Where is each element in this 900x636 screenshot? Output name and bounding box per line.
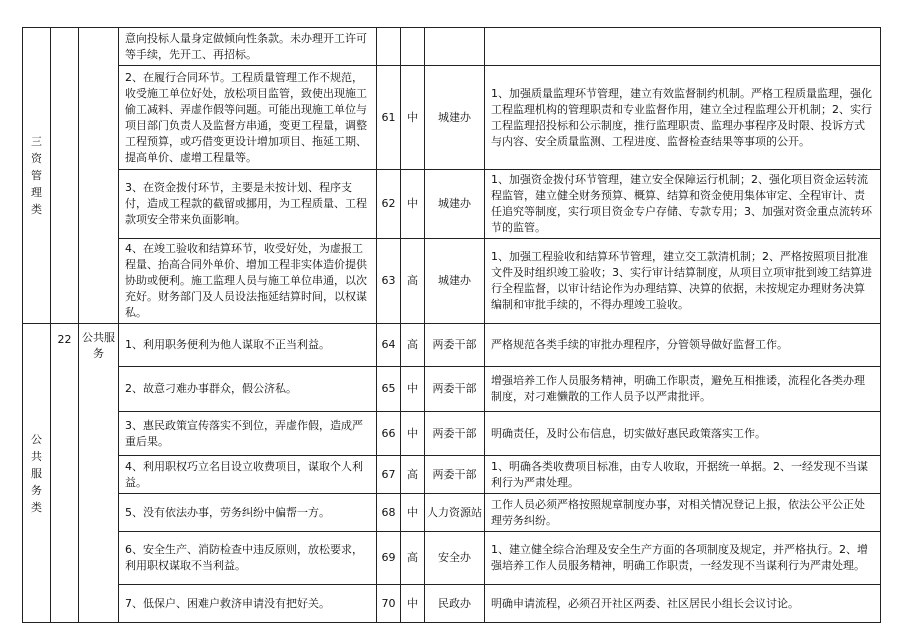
measure-cell: 工作人员必须严格按照规章制度办事，对相关情况登记上报，依法公平公正处理劳务纠纷。 (485, 494, 881, 532)
measure-cell: 增强培养工作人员服务精神，明确工作职责，避免互相推诿，流程化各类办理制度，对刁难懒散的工作人员予以严肃批评。 (485, 367, 881, 412)
number-cell: 68 (377, 494, 401, 532)
risk-level-cell: 中 (401, 66, 425, 170)
table-row (23, 239, 881, 324)
group-name-cell: 公共服务 (79, 324, 119, 623)
department-cell: 两委干部 (425, 367, 485, 412)
department-cell: 两委干部 (425, 412, 485, 456)
risk-point-cell: 3、在资金拨付环节，主要是未按计划、程序支付，造成工程款的截留或挪用，为工程质量、工程款项安全带来负面影响。 (119, 170, 377, 239)
measure-cell: 1、建立健全综合治理及安全生产方面的各项制度及规定，并严格执行。2、增强培养工作人员服务精神，明确工作职责，一经发现不当谋利行为严肃处理。 (485, 532, 881, 585)
risk-point-cell: 7、低保户、困难户救济申请没有把好关。 (119, 585, 377, 623)
number-cell (377, 28, 401, 66)
table-row (23, 324, 881, 367)
department-cell: 安全办 (425, 532, 485, 585)
risk-point-cell: 2、在履行合同环节。工程质量管理工作不规范，收受施工单位好处，放松项目监管，致使出现施工偷工减料、弄虚作假等问题。可能出现施工单位与项目部门负责人及监督方串通，变更工程量，调整工程预算，或巧借变更设计增加项目、拖延工期、提高单价、虚增工程量等。 (119, 66, 377, 170)
table-row (23, 494, 881, 532)
risk-level-cell: 高 (401, 456, 425, 494)
table-row (23, 412, 881, 456)
department-cell: 人力资源站 (425, 494, 485, 532)
risk-point-cell: 6、安全生产、消防检查中违反原则，放松要求，利用职权谋取不当利益。 (119, 532, 377, 585)
department-cell: 城建办 (425, 170, 485, 239)
risk-level-cell: 高 (401, 532, 425, 585)
department-cell: 两委干部 (425, 324, 485, 367)
risk-point-cell: 2、故意刁难办事群众，假公济私。 (119, 367, 377, 412)
measure-cell: 1、加强资金拨付环节管理，建立安全保障运行机制；2、强化项目资金运转流程监管，建立健全财务预算、概算、结算和资金使用集体审定、全程审计、责任追究等制度，实行项目资金专户存储、专款专用；3、加强对资金重点流转环节的监管。 (485, 170, 881, 239)
number-cell: 64 (377, 324, 401, 367)
table-row (23, 456, 881, 494)
number-cell: 65 (377, 367, 401, 412)
group-number-cell: 22 (51, 324, 79, 623)
number-cell: 67 (377, 456, 401, 494)
risk-point-cell: 1、利用职务便利为他人谋取不正当利益。 (119, 324, 377, 367)
risk-point-cell: 4、利用职权巧立名目设立收费项目，谋取个人利益。 (119, 456, 377, 494)
number-cell: 63 (377, 239, 401, 324)
number-cell: 66 (377, 412, 401, 456)
number-cell: 61 (377, 66, 401, 170)
risk-level-cell: 中 (401, 494, 425, 532)
department-cell: 城建办 (425, 66, 485, 170)
department-cell: 民政办 (425, 585, 485, 623)
table-row (23, 66, 881, 170)
risk-level-cell: 中 (401, 585, 425, 623)
number-cell: 69 (377, 532, 401, 585)
section-label-sanzi: 三资管理类 (23, 28, 51, 324)
risk-level-cell: 中 (401, 367, 425, 412)
department-cell (425, 28, 485, 66)
measure-cell: 明确责任，及时公布信息，切实做好惠民政策落实工作。 (485, 412, 881, 456)
department-cell: 城建办 (425, 239, 485, 324)
empty-cell (51, 28, 79, 324)
table-row (23, 28, 881, 66)
risk-table (22, 27, 881, 623)
table-row (23, 170, 881, 239)
risk-point-cell: 意向投标人量身定做倾向性条款。未办理开工许可等手续，先开工、再招标。 (119, 28, 377, 66)
table-row (23, 532, 881, 585)
measure-cell: 严格规范各类手续的审批办理程序，分管领导做好监督工作。 (485, 324, 881, 367)
empty-cell (79, 28, 119, 324)
risk-point-cell: 4、在竣工验收和结算环节，收受好处，为虚报工程量、抬高合同外单价、增加工程非实体造价提供协助或便利。施工监理人员与施工单位串通，以次充好。财务部门及人员设法拖延结算时间，以权谋私。 (119, 239, 377, 324)
risk-table-page (22, 27, 880, 623)
risk-point-cell: 3、惠民政策宣传落实不到位，弄虚作假，造成严重后果。 (119, 412, 377, 456)
risk-level-cell: 中 (401, 170, 425, 239)
table-row (23, 585, 881, 623)
table-row (23, 367, 881, 412)
risk-level-cell: 中 (401, 412, 425, 456)
measure-cell: 1、明确各类收费项目标准，由专人收取，开据统一单据。2、一经发现不当谋利行为严肃处理。 (485, 456, 881, 494)
number-cell: 62 (377, 170, 401, 239)
risk-point-cell: 5、没有依法办事，劳务纠纷中偏帮一方。 (119, 494, 377, 532)
risk-level-cell: 高 (401, 324, 425, 367)
measure-cell: 明确申请流程，必须召开社区两委、社区居民小组长会议讨论。 (485, 585, 881, 623)
measure-cell (485, 28, 881, 66)
risk-level-cell: 高 (401, 239, 425, 324)
section-label-public: 公共服务类 (23, 324, 51, 623)
risk-level-cell (401, 28, 425, 66)
number-cell: 70 (377, 585, 401, 623)
department-cell: 两委干部 (425, 456, 485, 494)
measure-cell: 1、加强质量监理环节管理，建立有效监督制约机制。严格工程质量监理，强化工程监理机构的管理职责和专业监督作用，建立全过程监理公开机制；2、实行工程监理招投标和公示制度，推行监理职责、监理办事程序及时限、投诉方式与内容、安全质量监测、工程进度、监督检查结果等事项的公开。 (485, 66, 881, 170)
measure-cell: 1、加强工程验收和结算环节管理，建立交工款清机制；2、严格按照项目批准文件及时组织竣工验收；3、实行审计结算制度，从项目立项审批到竣工结算进行全程监督，以审计结论作为办理结算、决算的依据，未按规定办理财务决算编制和审批手续的，不得办理竣工验收。 (485, 239, 881, 324)
